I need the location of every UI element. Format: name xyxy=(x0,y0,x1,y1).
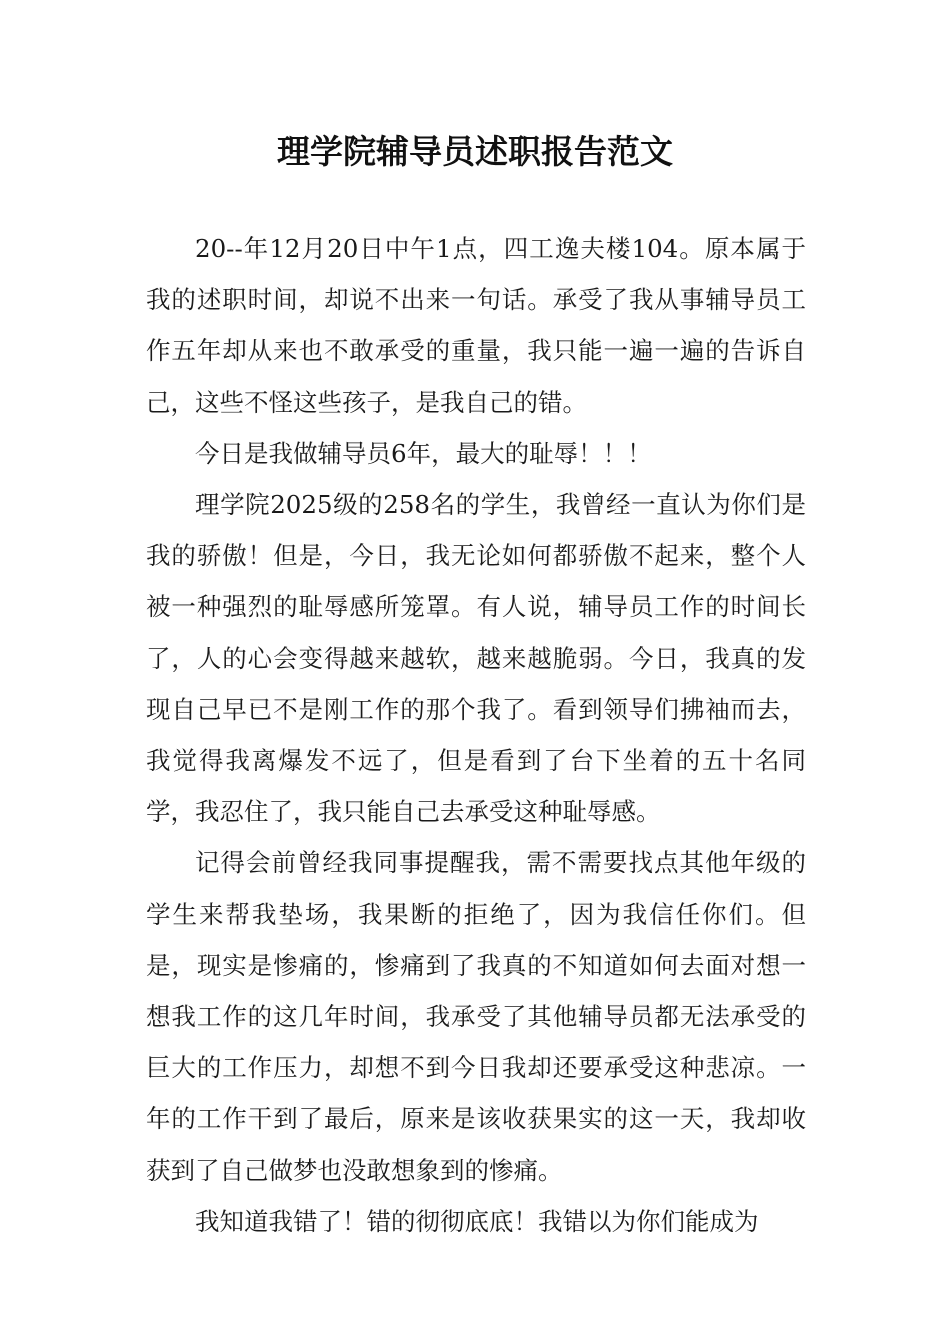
paragraph: 记得会前曾经我同事提醒我，需不需要找点其他年级的学生来帮我垫场，我果断的拒绝了，因为我信任你们。但是，现实是惨痛的，惨痛到了我真的不知道如何去面对想一想我工作的这几年时间，我承受了其他辅导员都无法承受的巨大的工作压力，却想不到今日我却还要承受这种悲凉。一年的工作干到了最后，原来是该收获果实的这一天，我却收获到了自己做梦也没敢想象到的惨痛。 xyxy=(146,848,806,1185)
document-title: 理学院辅导员述职报告范文 xyxy=(277,132,673,171)
paragraph: 今日是我做辅导员6年，最大的耻辱！！！ xyxy=(195,438,652,468)
document-body xyxy=(146,223,806,1247)
paragraph: 理学院2025级的258名的学生，我曾经一直认为你们是我的骄傲！但是，今日，我无论如何都骄傲不起来，整个人被一种强烈的耻辱感所笼罩。有人说，辅导员工作的时间长了，人的心会变得越来越软，越来越脆弱。今日，我真的发现自己早已不是刚工作的那个我了。看到领导们拂袖而去，我觉得我离爆发不远了，但是看到了台下坐着的五十名同学，我忍住了，我只能自己去承受这种耻辱感。 xyxy=(146,490,806,827)
paragraph: 我知道我错了！错的彻彻底底！我错以为你们能成为 xyxy=(195,1206,759,1236)
paragraph: 20--年12月20日中午1点，四工逸夫楼104。原本属于我的述职时间，却说不出来一句话。承受了我从事辅导员工作五年却从来也不敢承受的重量，我只能一遍一遍的告诉自己，这些不怪这些孩子，是我自己的错。 xyxy=(146,234,806,417)
